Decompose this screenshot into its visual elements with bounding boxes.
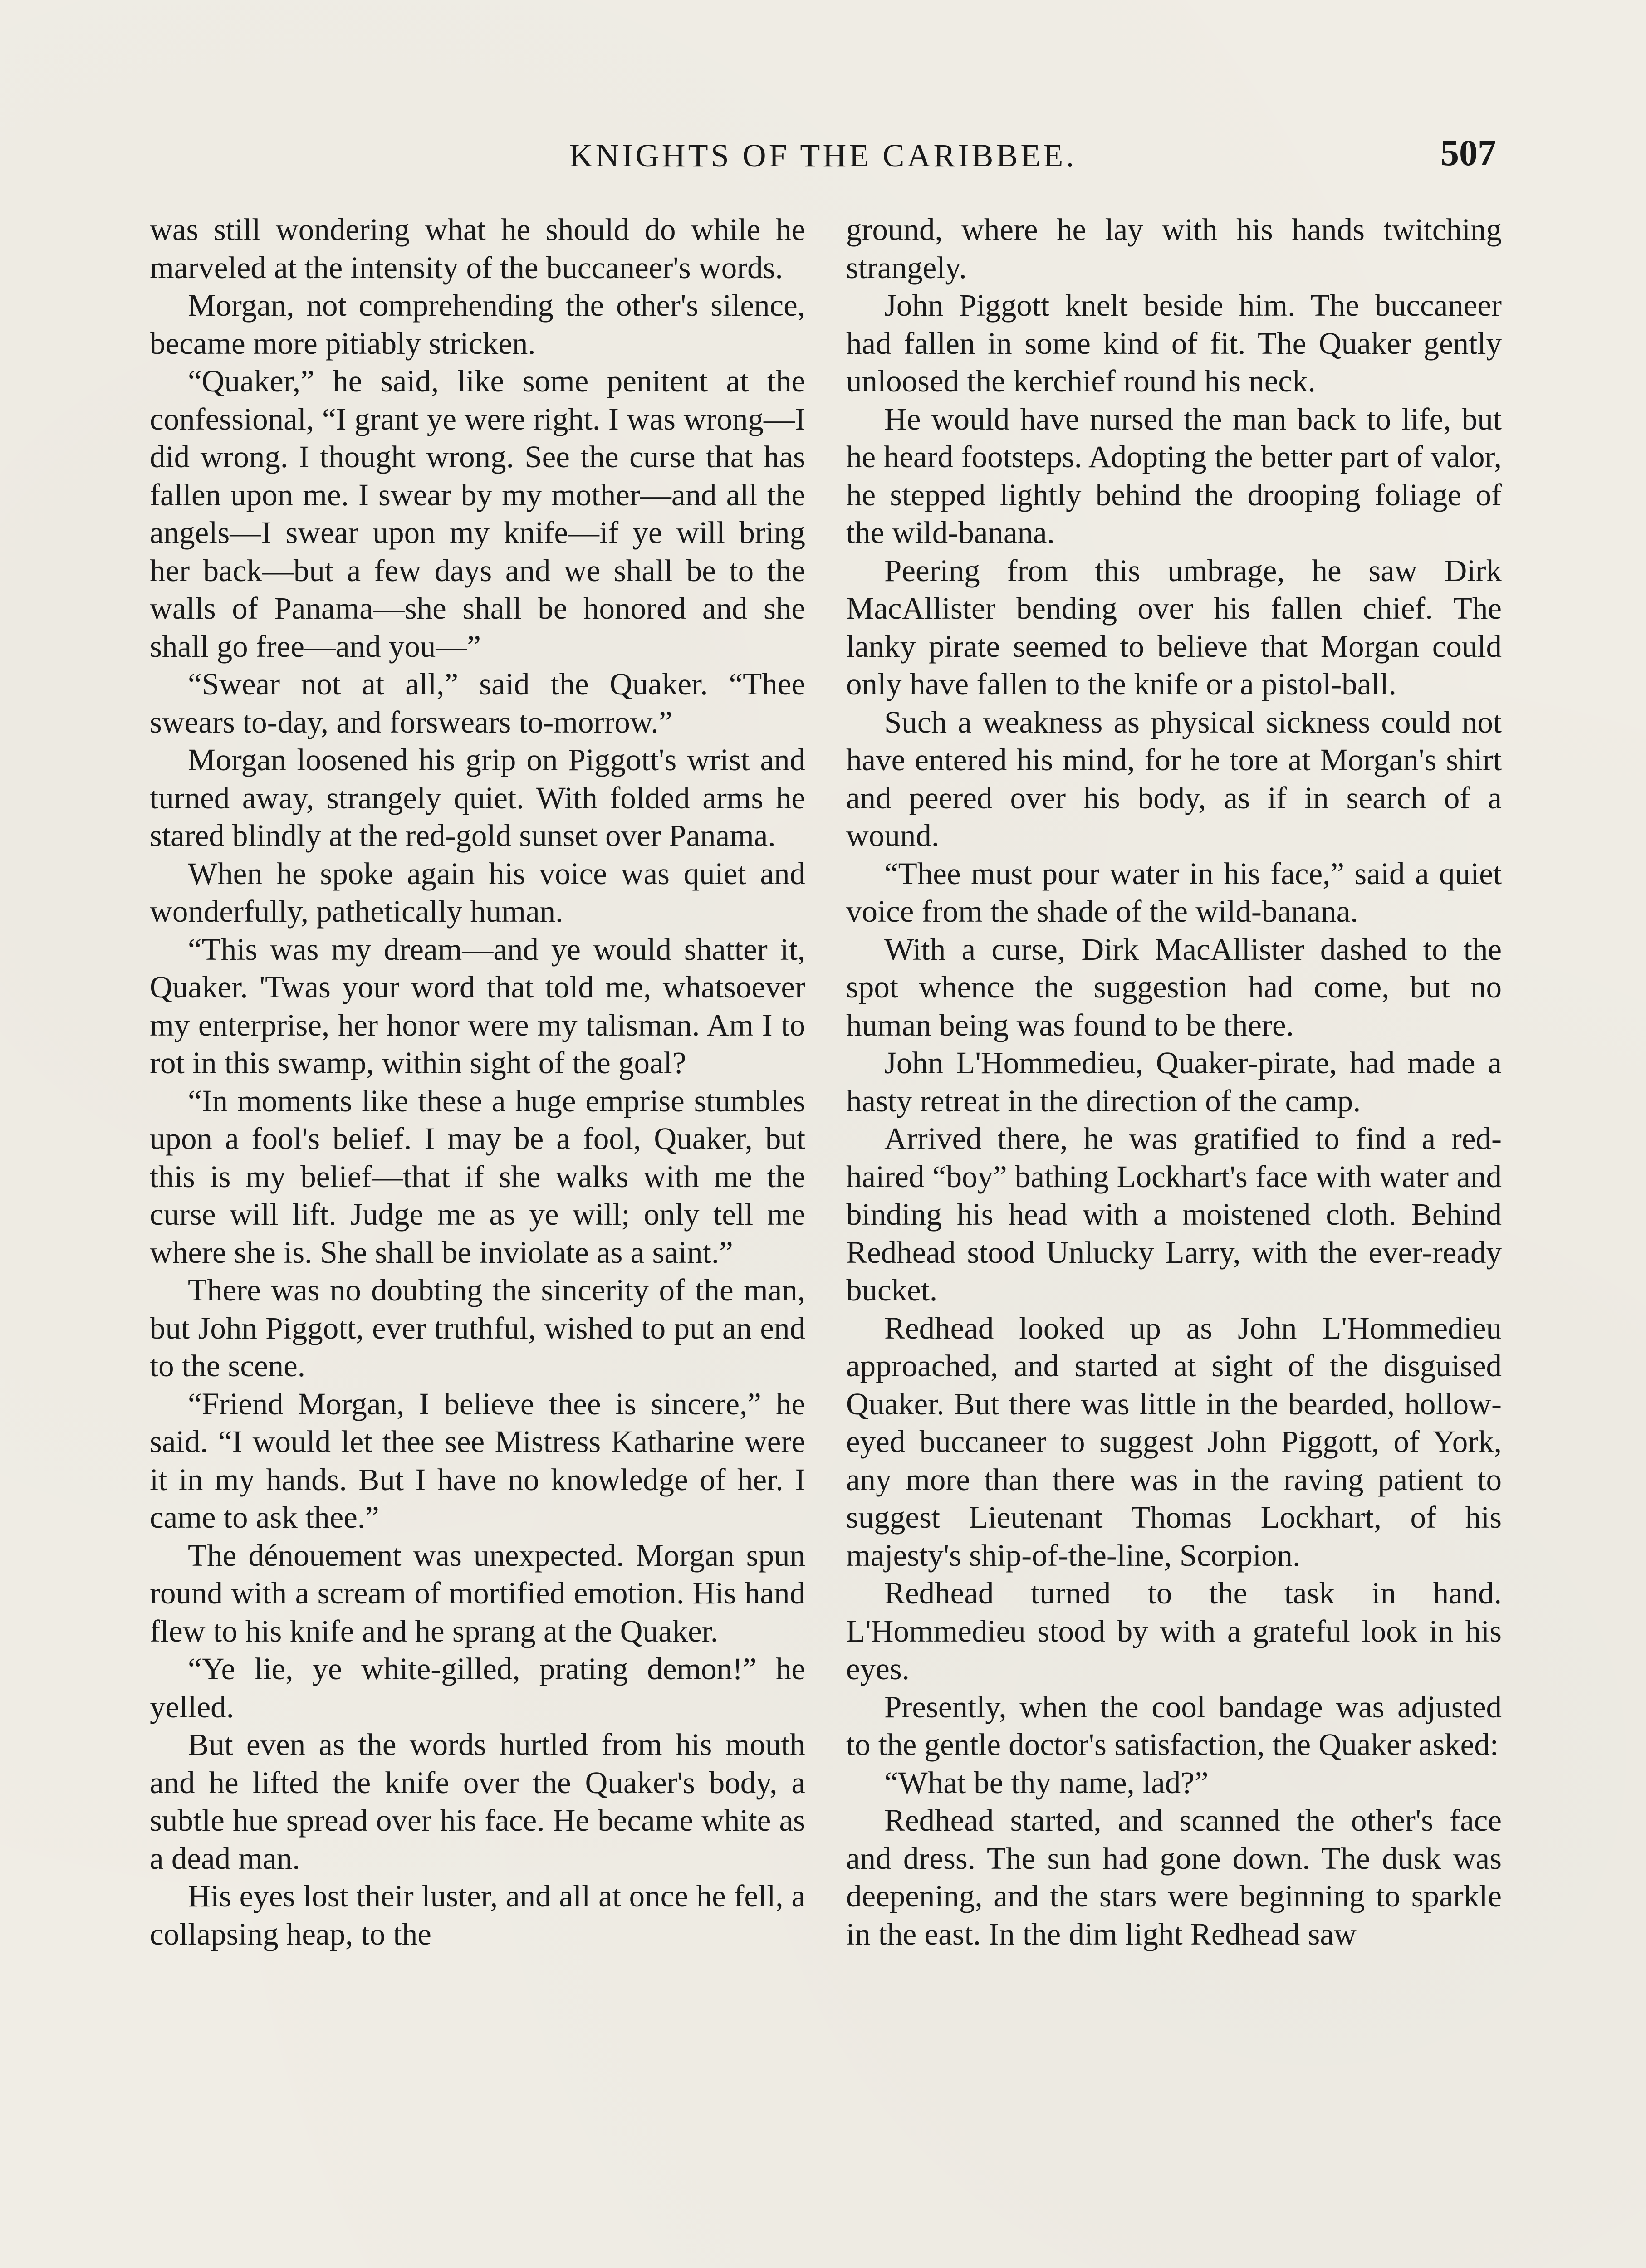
running-head: [150, 132, 1496, 177]
paragraph: “Friend Morgan, I believe thee is sincere,” he said. “I would let thee see Mistress Katharine were it in my hands. But I have no knowledge of her. I came to ask thee.”: [150, 1386, 805, 1535]
paragraph: There was no doubting the sincerity of the man, but John Piggott, ever truthful, wished to put an end to the scene.: [150, 1273, 805, 1383]
paragraph: “Quaker,” he said, like some penitent at the confessional, “I grant ye were right. I was wrong—I did wrong. I thought wrong. See the curse that has fallen upon me. I swear by my mother—and all the angels—I swear upon my knife—if ye will bring her back—but a few days and we shall be to the walls of Panama—she shall be honored and she shall go free—and you—”: [150, 364, 805, 664]
paragraph: Arrived there, he was gratified to find a red-haired “boy” bathing Lockhart's face with water and binding his head with a moistened cloth. Behind Redhead stood Unlucky Larry, with the ever-ready bucket.: [846, 1121, 1502, 1307]
paragraph: Peering from this umbrage, he saw Dirk MacAllister bending over his fallen chief. The lanky pirate seemed to believe that Morgan could only have fallen to the knife or a pistol-ball.: [846, 553, 1502, 701]
paragraph: The dénouement was unexpected. Morgan spun round with a scream of mortified emotion. His hand flew to his knife and he sprang at the Quaker.: [150, 1538, 805, 1648]
paragraph: “Swear not at all,” said the Quaker. “Thee swears to-day, and forswears to-morrow.”: [150, 667, 805, 739]
paragraph: Morgan loosened his grip on Piggott's wrist and turned away, strangely quiet. With folded arms he stared blindly at the red-gold sunset over Panama.: [150, 743, 805, 853]
paragraph: With a curse, Dirk MacAllister dashed to the spot whence the suggestion had come, but no human being was found to be there.: [846, 932, 1502, 1042]
paragraph: When he spoke again his voice was quiet and wonderfully, pathetically human.: [150, 856, 805, 929]
left-column: [150, 211, 805, 2268]
paragraph: “Ye lie, ye white-gilled, prating demon!” he yelled.: [150, 1652, 805, 1724]
paragraph: But even as the words hurtled from his mouth and he lifted the knife over the Quaker's body, a subtle hue spread over his face. He became white as a dead man.: [150, 1727, 805, 1876]
paragraph: “This was my dream—and ye would shatter it, Quaker. 'Twas your word that told me, whatsoever my enterprise, her honor were my talisman. Am I to rot in this swamp, within sight of the goal?: [150, 932, 805, 1080]
text-columns: [150, 211, 1502, 2268]
paragraph: Redhead turned to the task in hand. L'Hommedieu stood by with a grateful look in his eyes.: [846, 1576, 1502, 1686]
paragraph: “In moments like these a huge emprise stumbles upon a fool's belief. I may be a fool, Quaker, but this is my belief—that if she walks with me the curse will lift. Judge me as ye will; only tell me where she is. She shall be inviolate as a saint.”: [150, 1083, 805, 1270]
paragraph: He would have nursed the man back to life, but he heard footsteps. Adopting the better part of valor, he stepped lightly behind the drooping foliage of the wild-banana.: [846, 401, 1502, 550]
paragraph: ground, where he lay with his hands twitching strangely.: [846, 212, 1502, 285]
paragraph: Redhead looked up as John L'Hommedieu approached, and started at sight of the disguised Quaker. But there was little in the bearded, hollow-eyed buccaneer to suggest John Piggott, of York, any more than there was in the raving patient to suggest Lieutenant Thomas Lockhart, of his majesty's ship-of-the-line, Scorpion.: [846, 1310, 1502, 1573]
paragraph: John L'Hommedieu, Quaker-pirate, had made a hasty retreat in the direction of the camp.: [846, 1046, 1502, 1118]
paragraph: Such a weakness as physical sickness could not have entered his mind, for he tore at Morgan's shirt and peered over his body, as if in search of a wound.: [846, 704, 1502, 853]
paragraph: was still wondering what he should do while he marveled at the intensity of the buccaneer's words.: [150, 212, 805, 285]
paragraph: “Thee must pour water in his face,” said a quiet voice from the shade of the wild-banana.: [846, 856, 1502, 929]
paragraph: “What be thy name, lad?”: [884, 1765, 1209, 1800]
paragraph: Redhead started, and scanned the other's face and dress. The sun had gone down. The dusk was deepening, and the stars were beginning to sparkle in the east. In the dim light Redhead saw: [846, 1803, 1502, 1951]
running-title: KNIGHTS OF THE CARIBBEE.: [569, 137, 1077, 174]
page-number: 507: [1440, 132, 1496, 173]
paragraph: Presently, when the cool bandage was adjusted to the gentle doctor's satisfaction, the Quaker asked:: [846, 1689, 1502, 1762]
paragraph: John Piggott knelt beside him. The buccaneer had fallen in some kind of fit. The Quaker gently unloosed the kerchief round his neck.: [846, 288, 1502, 398]
paragraph: Morgan, not comprehending the other's silence, became more pitiably stricken.: [150, 288, 805, 361]
right-column: [846, 211, 1502, 2268]
paragraph: His eyes lost their luster, and all at once he fell, a collapsing heap, to the: [150, 1879, 805, 1951]
